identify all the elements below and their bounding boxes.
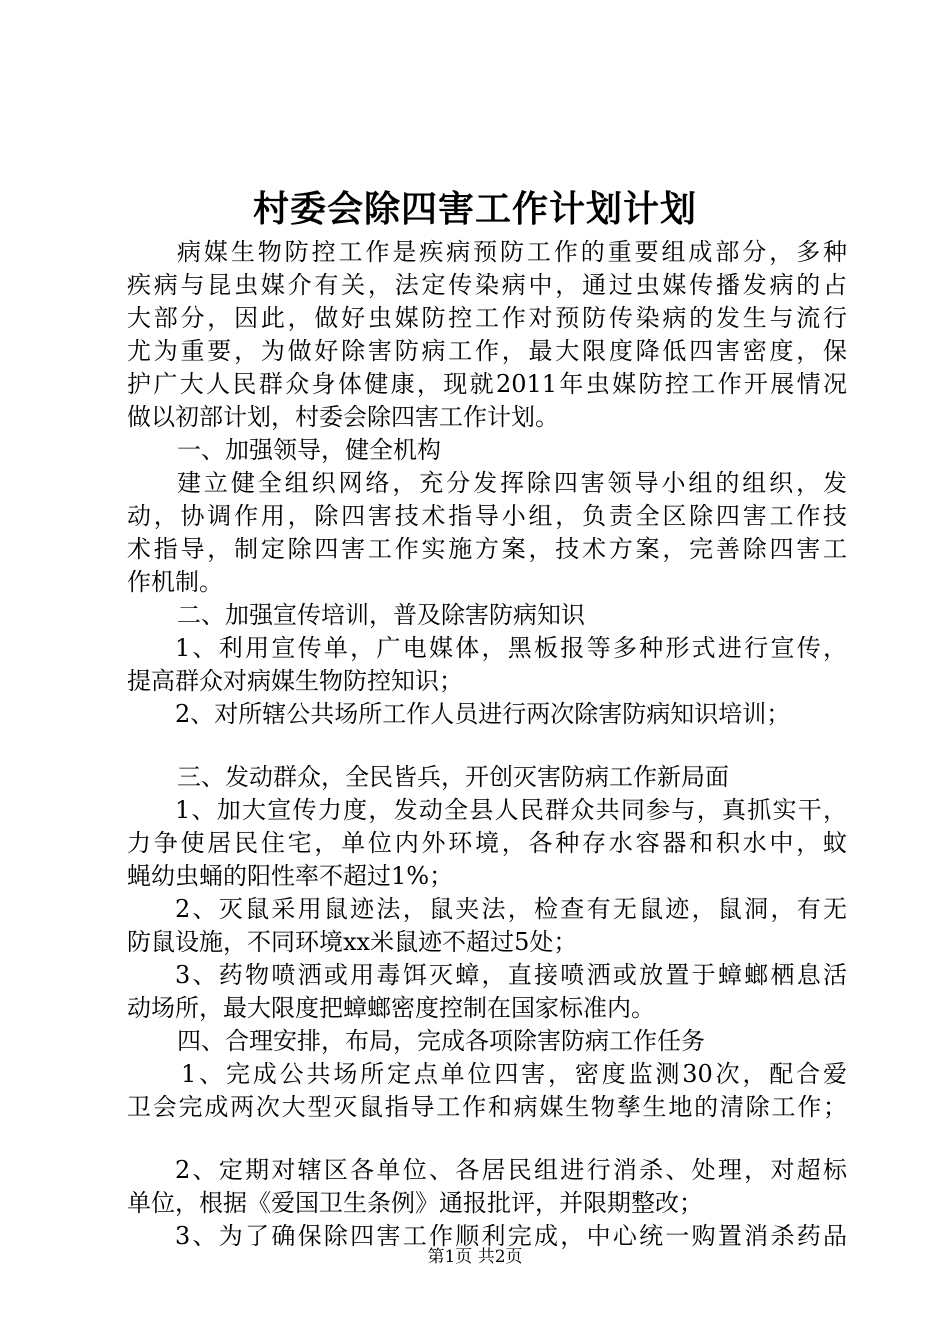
section-heading: 一、加强领导，健全机构 — [177, 436, 441, 464]
blank-line — [127, 731, 847, 761]
text-line: 2、对所辖公共场所工作人员进行两次除害防病知识培训； — [175, 700, 791, 728]
section-heading: 四、合理安排，布局，完成各项除害防病工作任务 — [177, 1027, 705, 1055]
text-line: 做以初部计划，村委会除四害工作计划。 — [127, 403, 559, 431]
section-heading: 二、加强宣传培训，普及除害防病知识 — [177, 601, 585, 629]
text-line: 动，协调作用，除四害技术指导小组，负责全区除四害工作技 — [127, 502, 847, 530]
text-line: 1、加大宣传力度，发动全县人民群众共同参与，真抓实干， — [175, 796, 847, 824]
blank-line — [127, 1124, 847, 1154]
text-line: 护广大人民群众身体健康，现就2011年虫媒防控工作开展情况 — [127, 370, 847, 398]
text-line: 3、为了确保除四害工作顺利完成，中心统一购置消杀药品 — [175, 1222, 847, 1250]
text-line: 单位，根据《爱国卫生条例》通报批评，并限期整改； — [127, 1189, 703, 1217]
document-title: 村委会除四害工作计划计划 — [252, 188, 697, 230]
text-line: 提高群众对病媒生物防控知识； — [127, 667, 463, 695]
section-heading: 三、发动群众，全民皆兵，开创灭害防病工作新局面 — [177, 763, 729, 791]
text-line: 大部分，因此，做好虫媒防控工作对预防传染病的发生与流行 — [127, 304, 847, 332]
text-line: 2、灭鼠采用鼠迹法，鼠夹法，检查有无鼠迹，鼠洞，有无 — [175, 895, 847, 923]
text-line: 3、药物喷洒或用毒饵灭蟑，直接喷洒或放置于蟑螂栖息活 — [175, 961, 847, 989]
text-line: 蝇幼虫蛹的阳性率不超过1%； — [127, 862, 454, 890]
text-line: 疾病与昆虫媒介有关，法定传染病中，通过虫媒传播发病的占 — [127, 271, 847, 299]
document-body — [127, 236, 847, 1253]
text-line: 力争使居民住宅，单位内外环境，各种存水容器和积水中，蚊 — [127, 829, 847, 857]
text-line: 卫会完成两次大型灭鼠指导工作和病媒生物孳生地的清除工作； — [127, 1093, 847, 1121]
text-line: 尤为重要，为做好除害防病工作，最大限度降低四害密度，保 — [127, 337, 847, 365]
text-line: 1、利用宣传单，广电媒体，黑板报等多种形式进行宣传， — [175, 634, 847, 662]
text-line: 术指导，制定除四害工作实施方案，技术方案，完善除四害工 — [127, 535, 847, 563]
text-line: 作机制。 — [127, 568, 223, 596]
text-line: 动场所，最大限度把蟑螂密度控制在国家标准内。 — [127, 994, 655, 1022]
text-line: 病媒生物防控工作是疾病预防工作的重要组成部分，多种 — [177, 238, 847, 266]
page-number-footer: 第1页 共2页 — [427, 1247, 523, 1267]
text-line: 1、完成公共场所定点单位四害，密度监测30次，配合爱 — [181, 1060, 847, 1088]
text-line: 建立健全组织网络，充分发挥除四害领导小组的组织，发 — [177, 469, 847, 497]
text-line: 防鼠设施，不同环境xx米鼠迹不超过5处； — [127, 928, 578, 956]
text-line: 2、定期对辖区各单位、各居民组进行消杀、处理，对超标 — [175, 1156, 847, 1184]
